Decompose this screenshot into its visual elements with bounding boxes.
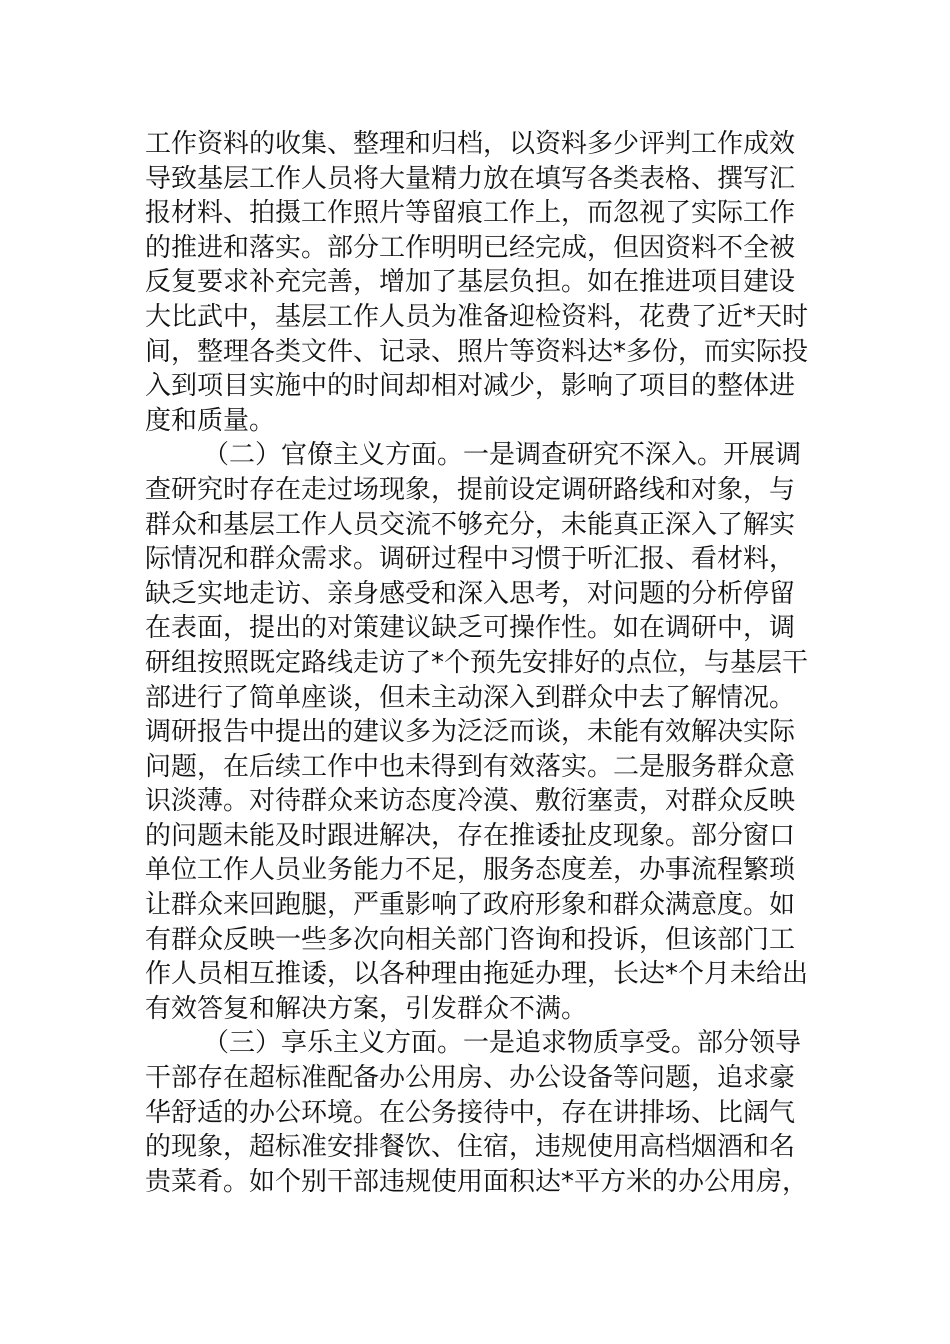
- text-line: 的推进和落实。部分工作明明已经完成，但因资料不全被: [145, 232, 796, 263]
- text-line: 入到项目实施中的时间却相对减少，影响了项目的整体进: [145, 371, 796, 402]
- text-line: 间，整理各类文件、记录、照片等资料达*多份，而实际投: [145, 336, 809, 367]
- text-line: 度和质量。: [145, 405, 276, 436]
- text-line: 让群众来回跑腿，严重影响了政府形象和群众满意度。如: [145, 890, 796, 921]
- text-line: 群众和基层工作人员交流不够充分，未能真正深入了解实: [145, 509, 796, 540]
- text-line: 研组按照既定路线走访了*个预先安排好的点位，与基层干: [145, 647, 809, 678]
- text-line: 部进行了简单座谈，但未主动深入到群众中去了解情况。: [145, 682, 796, 713]
- text-line: 识淡薄。对待群众来访态度冷漠、敷衍塞责，对群众反映: [145, 786, 796, 817]
- text-line: 大比武中，基层工作人员为准备迎检资料，花费了近*天时: [145, 301, 809, 332]
- text-line: 的问题未能及时跟进解决，存在推诿扯皮现象。部分窗口: [145, 820, 796, 851]
- text-line: 作人员相互推诿，以各种理由拖延办理，长达*个月未给出: [145, 959, 809, 990]
- text-line: 有群众反映一些多次向相关部门咨询和投诉，但该部门工: [145, 924, 796, 955]
- text-line: 华舒适的办公环境。在公务接待中，存在讲排场、比阔气: [145, 1097, 796, 1128]
- text-line: 干部存在超标准配备办公用房、办公设备等问题，追求豪: [145, 1063, 796, 1094]
- body-text: [145, 127, 815, 1199]
- text-line: 反复要求补充完善，增加了基层负担。如在推进项目建设: [145, 267, 796, 298]
- text-line: 贵菜肴。如个别干部违规使用面积达*平方米的办公用房，: [145, 1166, 809, 1197]
- text-line: 导致基层工作人员将大量精力放在填写各类表格、撰写汇: [145, 163, 796, 194]
- text-line: 调研报告中提出的建议多为泛泛而谈，未能有效解决实际: [145, 717, 796, 748]
- text-line: 有效答复和解决方案，引发群众不满。: [145, 993, 588, 1024]
- text-line: 的现象，超标准安排餐饮、住宿，违规使用高档烟酒和名: [145, 1132, 796, 1163]
- text-line: 报材料、拍摄工作照片等留痕工作上，而忽视了实际工作: [145, 198, 796, 229]
- section-heading-line: （二）官僚主义方面。一是调查研究不深入。开展调: [203, 440, 802, 471]
- text-line: 在表面，提出的对策建议缺乏可操作性。如在调研中，调: [145, 613, 796, 644]
- text-line: 查研究时存在走过场现象，提前设定调研路线和对象，与: [145, 474, 796, 505]
- text-line: 问题，在后续工作中也未得到有效落实。二是服务群众意: [145, 751, 796, 782]
- text-line: 单位工作人员业务能力不足，服务态度差，办事流程繁琐: [145, 855, 796, 886]
- text-line: 际情况和群众需求。调研过程中习惯于听汇报、看材料，: [145, 544, 796, 575]
- section-heading-line: （三）享乐主义方面。一是追求物质享受。部分领导: [203, 1028, 802, 1059]
- text-line: 缺乏实地走访、亲身感受和深入思考，对问题的分析停留: [145, 578, 796, 609]
- text-line: 工作资料的收集、整理和归档，以资料多少评判工作成效: [145, 129, 796, 159]
